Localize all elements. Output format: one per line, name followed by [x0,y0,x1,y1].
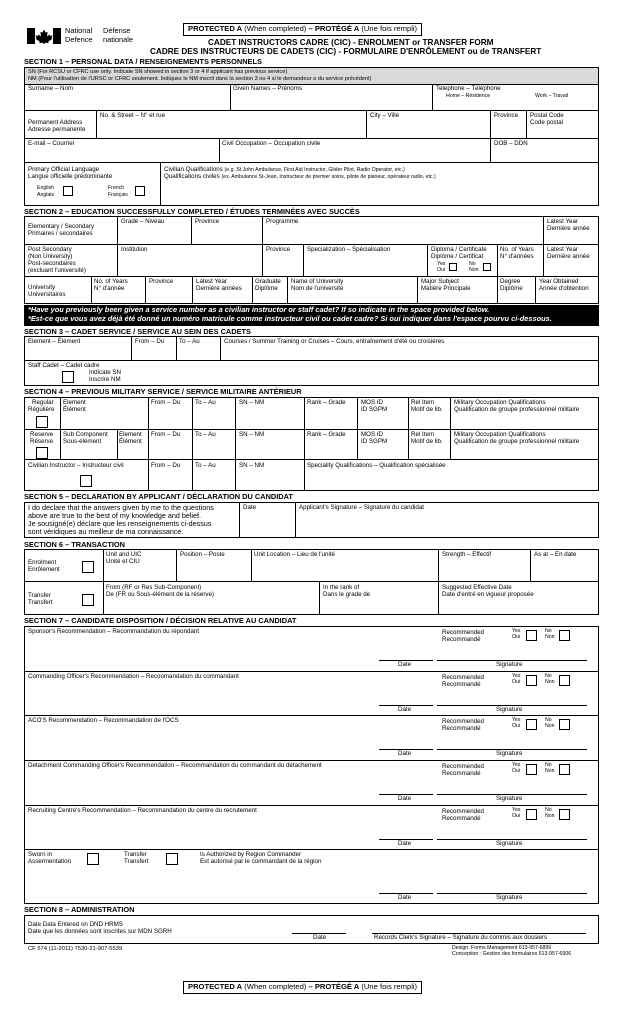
rec-signature-label: Signature [496,750,523,757]
elementary-label-fr: Primaires / secondaires [28,230,93,237]
regular-label-en: Regular [32,399,54,406]
staff-cadet-label: Staff Cadet – Cadet cadre [28,362,100,369]
enrolment-label-en: Enrolment [28,559,57,566]
given-names-field[interactable] [233,96,429,106]
transfer-label-fr: Transfert [28,599,53,606]
anglais-label: Anglais [37,192,55,198]
rec-signature-label: Signature [496,840,523,847]
declaration-line-1: I do declare that the answers given by me to the questions [28,503,214,512]
recommendation-2-no-checkbox[interactable] [559,675,570,686]
institution-label: Institution [121,246,148,253]
province-label-univ: Province [149,278,174,285]
rec-non-label: Non [545,723,555,729]
diploma-no-label: No [469,261,476,267]
rank-of-label-fr: Dans le grade de [323,591,371,598]
rec-yes-label: Yes [512,807,521,813]
records-clerk-signature-label: Records Clerk's Signature – Signature du commis aux dossiers [374,934,548,941]
rank-label-res: Rank – Grade [307,431,346,438]
given-names-label: Given Names – Prénoms [233,85,303,92]
recommended-label-en: Recommended [442,718,484,725]
section-1-title: SECTION 1 – PERSONAL DATA / RENSEIGNEMENTS PERSONNELS [24,57,262,66]
diploma-non-label: Non [469,267,479,273]
from-rf-label-fr: De (FR ou Sous-élément de la réserve) [106,591,214,598]
mos-label-reg-fr: ID SGPM [361,406,388,413]
section-3-title: SECTION 3 – CADET SERVICE / SERVICE AU SEIN DES CADETS [24,327,251,336]
postal-code-label-fr: Code postal [530,119,564,126]
element-label-reg-en: Element [63,399,86,406]
sn-note-en: SN (For RCSU or CFRC use only. Indicate SN showed in section 3 or 4 if applicant has previous service) [28,69,288,75]
to-label-reg: To – Au [195,399,216,406]
mos-label-res-en: MOS ID [361,431,384,438]
to-label-civ: To – Au [195,462,216,469]
rec-non-label: Non [545,679,555,685]
major-subject-label-fr: Matière Principale [421,285,471,292]
postal-code-label-en: Postal Code [530,112,564,119]
sworn-in-checkbox[interactable] [87,853,99,865]
date-entered-label-en: Date Data Entered on DND HRMS [28,921,123,928]
civilian-qualifications-label-en: Civilian Qualifications (e.g. St John Ambulance, First Aid Instructor, Glider Pilot, Radio Operator, etc.) [164,166,405,173]
diploma-yes-label: Yes [437,261,446,267]
city-label: City – Ville [370,112,400,119]
rec-no-label: No [545,628,552,634]
reserve-checkbox[interactable] [36,447,48,459]
english-checkbox[interactable] [63,186,73,196]
rec-oui-label: Oui [512,634,521,640]
recommendation-1-no-checkbox[interactable] [559,630,570,641]
moq-label-reg-en: Military Occupation Qualifications [454,399,546,406]
permanent-address-label-fr: Adresse permanente [28,126,86,133]
recommendation-3-yes-checkbox[interactable] [526,719,537,730]
staff-cadet-checkbox[interactable] [62,371,74,383]
s7-transfer-label-en: Transfer [124,851,147,858]
sworn-in-label-en: Sworn in [28,851,53,858]
province-label-edu: Province [195,218,220,225]
year-obtained-label-en: Year Obtained [539,278,579,285]
university-label-fr: Universitaires [28,291,66,298]
rel-item-label-reg-fr: Motif de lib. [411,406,443,413]
section-8-title: SECTION 8 – ADMINISTRATION [24,905,135,914]
subcomponent-label-fr: Sous-élément [63,438,102,445]
recommended-label-fr: Recommandé [442,725,481,732]
sn-note-fr: NM (Pour l'utilisation de l'URSC or CFRC seulement. Indiquez le NM inscrit dans la section 3 ou 4 si le demandeur a du service précédent) [28,76,372,82]
recommendation-5-yes-checkbox[interactable] [526,809,537,820]
degree-label-fr: Diplôme [500,285,523,292]
section-2-title: SECTION 2 – EDUCATION SUCCESSFULLY COMPLETED / ÉTUDES TERMINÉES AVEC SUCCÈS [24,207,360,216]
applicant-signature-label: Applicant's Signature – Signature du candidat [299,504,425,511]
grade-label: Grade – Niveau [121,218,165,225]
form-title-fr: CADRE DES INSTRUCTEURS DE CADETS (CIC) - FORMULAIRE D'ENRÔLEMENT ou de TRANSFERT [150,47,542,56]
canada-flag-icon [27,28,61,44]
street-label: No. & Street – N° et rue [100,112,166,119]
rel-item-label-reg-en: Rel Item [411,399,435,406]
diploma-label-en: Diploma / Certificate [431,246,487,253]
rec-signature-label: Signature [496,706,523,713]
suggested-date-label-en: Suggested Effective Date [442,584,512,591]
recommendation-4-yes-checkbox[interactable] [526,764,537,775]
surname-field[interactable] [27,96,227,106]
recommended-label-fr: Recommandé [442,681,481,688]
post-secondary-label-4: (excluant l'université) [28,267,86,274]
dob-label: DOB – DDN [494,140,528,147]
sn-label-reg: SN – NM [239,399,265,406]
element-label-res-en: Element [119,431,142,438]
transfer-label-en: Transfer [28,592,51,599]
moq-label-res-en: Military Occupation Qualifications [454,431,546,438]
latest-year-post-fr: Dernière année [547,253,590,260]
sworn-date-label: Date [398,894,412,901]
rec-date-label: Date [398,661,412,668]
year-obtained-label-fr: Année d'obtention [539,285,589,292]
diploma-label-fr: Diplôme / Certificat [431,253,484,260]
rel-item-label-res-fr: Motif de lib. [411,438,443,445]
authorized-label-en: Is Authorized by Region Commander [200,851,302,858]
telephone-label: Telephone – Téléphone [436,85,501,92]
no-of-years-univ-en: No. of Years [94,278,128,285]
from-rf-label-en: From (RF or Res Sub-Component) [106,584,202,591]
rec-oui-label: Oui [512,679,521,685]
no-of-years-label-en: No. of Years [500,246,534,253]
email-label: E-mail – Courriel [28,140,75,147]
indicate-sn-label: Indicate SN [89,369,121,376]
element-label-reg-fr: Élément [63,406,86,413]
graduate-label-en: Graduate [255,278,281,285]
programme-label: Programme [266,218,299,225]
rec-signature-label: Signature [496,661,523,668]
unit-uic-label-en: Unit and UIC [106,551,142,558]
diploma-yes-checkbox[interactable] [449,263,457,271]
rec-yes-label: Yes [512,717,521,723]
position-label: Position – Poste [180,551,225,558]
protected-banner-top: PROTECTED A (When completed) – PROTÉGÉ A (Une fois rempli) [183,23,422,36]
regular-checkbox[interactable] [36,416,48,428]
major-subject-label-en: Major Subject [421,278,459,285]
rec-date-label: Date [398,750,412,757]
reserve-label-fr: Réserve [30,438,54,445]
sworn-signature-label: Signature [496,894,523,901]
recommended-label-fr: Recommandé [442,815,481,822]
reserve-label-en: Reserve [30,431,54,438]
university-name-label-fr: Nom de l'université [291,285,344,292]
surname-label: Surname – Nom [28,85,74,92]
rec-oui-label: Oui [512,813,521,819]
as-at-label: As at – En date [534,551,577,558]
recommendation-5-no-checkbox[interactable] [559,809,570,820]
sworn-in-label-fr: Assermentation [28,858,71,865]
latest-year-label-en: Latest Year [547,218,578,225]
recommendation-block-2-label: Commanding Officer's Recommendation – Recoomandation du commandant [28,673,239,680]
recommended-label-en: Recommended [442,808,484,815]
form-title-en: CADET INSTRUCTORS CADRE (CIC) - ENROLMENT or TRANSFER FORM [208,38,494,47]
language-label-fr: Langue officielle prédominante [28,173,113,180]
rec-yes-label: Yes [512,628,521,634]
recommended-label-en: Recommended [442,763,484,770]
rec-non-label: Non [545,813,555,819]
rec-signature-label: Signature [496,795,523,802]
degree-label-en: Degree [500,278,521,285]
recommended-label-fr: Recommandé [442,770,481,777]
rec-date-label: Date [398,840,412,847]
strength-label: Strength – Effectif [442,551,492,558]
element-label-s3: Element – Élément [28,338,81,345]
diploma-oui-label: Oui [437,267,446,273]
email-field[interactable] [27,150,215,160]
banner-line-en: *Have you previously been given a service number as a civilian instructor or staff cadet? If so indicate in the space provided below. [28,305,490,314]
declaration-line-3: Je sousigné(e) déclare que les renseignements ci-dessus [28,519,212,528]
rec-yes-label: Yes [512,673,521,679]
latest-year-label-fr: Dernière année [547,225,590,232]
recommendation-block-1-label: Sponsor's Recommendation – Recommandation du répondant [28,628,200,635]
recommended-label-en: Recommended [442,629,484,636]
rel-item-label-res-en: Rel Item [411,431,435,438]
sn-label-res: SN – NM [239,431,265,438]
from-label-civ: From – Du [151,462,181,469]
rec-no-label: No [545,807,552,813]
section-4-title: SECTION 4 – PREVIOUS MILITARY SERVICE / SERVICE MILITAIRE ANTÉRIEUR [24,387,302,396]
inscrire-nm-label: Inscrire NM [89,376,121,383]
permanent-address-label-en: Permanent Address [28,119,83,126]
to-label-res: To – Au [195,431,216,438]
rec-date-label: Date [398,795,412,802]
civil-occupation-field[interactable] [222,150,486,160]
suggested-date-label-fr: Date d'entré en vigueur proposée [442,591,534,598]
section-7-title: SECTION 7 – CANDIDATE DISPOSITION / DÉCISION RELATIVE AU CANDIDAT [24,616,297,625]
latest-year-post-en: Latest Year [547,246,578,253]
rank-label-reg: Rank – Grade [307,399,346,406]
regular-label-fr: Régulière [28,406,55,413]
declaration-date-label: Date [243,504,257,511]
rec-oui-label: Oui [512,768,521,774]
from-label-s3: From – Du [135,338,165,345]
rec-oui-label: Oui [512,723,521,729]
moq-label-reg-fr: Qualification de groupe professionnel militaire [454,406,580,413]
rec-date-label: Date [398,706,412,713]
recommendation-block-4-label: Detachment Commanding Officer's Recommendation – Recommandation du commandant du détachement [28,762,322,769]
department-name-en-1: National [65,26,93,35]
date-entered-label-fr: Date que les données sont inscrites sur MDN SGRH [28,928,172,935]
unit-uic-label-fr: Unité et CIU [106,558,140,565]
authorized-label-fr: Est autorisé par le commandant de la région [200,858,322,865]
protected-banner-bottom: PROTECTED A (When completed) – PROTÉGÉ A (Une fois rempli) [183,981,422,994]
latest-year-univ-en: Latest Year [196,278,227,285]
no-of-years-univ-fr: N° d'année [94,285,125,292]
english-label: English [37,185,55,191]
recommended-label-fr: Recommandé [442,636,481,643]
recommendation-4-no-checkbox[interactable] [559,764,570,775]
civilian-instructor-label: Civilian Instructor – Instructeur civil [28,462,124,469]
recommendation-2-yes-checkbox[interactable] [526,675,537,686]
work-phone-label: Work – Travail [535,93,569,99]
mos-label-reg-en: MOS ID [361,399,384,406]
recommendation-1-yes-checkbox[interactable] [526,630,537,641]
province-label: Province [494,112,519,119]
subcomponent-label-en: Sub Component [63,431,108,438]
transfer-checkbox[interactable] [82,594,94,606]
design-credit-fr: Conception : Gestion des formulaires 613-957-6906 [452,951,572,957]
home-phone-label: Home – Résidence [446,93,491,99]
courses-label: Courses / Summer Training or Cruises – Cours, entraînement d'été ou croisières [224,338,445,345]
francais-label: Français [108,192,128,198]
language-label-en: Primary Official Language [28,166,100,173]
french-checkbox[interactable] [135,186,145,196]
street-field[interactable] [99,124,361,134]
civilian-instructor-checkbox[interactable] [80,475,92,487]
declaration-line-2: above are true to the best of my knowledge and belief. [28,511,202,520]
banner-line-fr: *Est-ce que vous avez déjà été donné un numéro matricule comme instructeur civil ou cadet cadre? Si oui indiquer dans l'espace pourvu ci-dessous. [28,314,552,323]
sn-label-civ: SN – NM [239,462,265,469]
latest-year-univ-fr: Dernière années [196,285,242,292]
city-field[interactable] [369,124,485,134]
s8-date-label: Date [313,934,327,941]
rec-no-label: No [545,762,552,768]
post-secondary-label-3: Post-secondaires [28,260,76,267]
graduate-label-fr: Diplôme [255,285,278,292]
rank-of-label-en: In the rank of [323,584,360,591]
post-secondary-label-2: (Non University) [28,253,73,260]
moq-label-res-fr: Qualification de groupe professionnel militaire [454,438,580,445]
recommendation-3-no-checkbox[interactable] [559,719,570,730]
recommendation-block-3-label: ACO'S Recommendation – Recommandation de l'OCS [28,717,179,724]
declaration-line-4: sont véridiques au meilleur de ma connaissance. [28,527,184,536]
elementary-label-en: Elementary / Secondary [28,223,95,230]
from-label-res: From – Du [151,431,181,438]
university-label-en: University [28,284,56,291]
post-secondary-label-1: Post Secondary [28,246,72,253]
rec-yes-label: Yes [512,762,521,768]
recommendation-block-5-label: Recruiting Centre's Recommendation – Recommandation du centre du recrutement [28,807,257,814]
section-5-title: SECTION 5 – DECLARATION BY APPLICANT / DÉCLARATION DU CANDIDAT [24,492,293,501]
department-name-fr-1: Défense [103,26,131,35]
department-name-fr-2: nationale [103,35,133,44]
from-label-reg: From – Du [151,399,181,406]
province-label-post: Province [266,246,291,253]
section-6-title: SECTION 6 – TRANSACTION [24,540,126,549]
speciality-qualifications-label: Speciality Qualifications – Qualification spécialisée [307,462,446,469]
unit-location-label: Unit Location – Lieu de l'unité [254,551,335,558]
mos-label-res-fr: ID SGPM [361,438,388,445]
rec-non-label: Non [545,634,555,640]
university-name-label-en: Name of University [291,278,344,285]
rec-no-label: No [545,673,552,679]
no-of-years-label-fr: N° d'années [500,253,534,260]
french-label: French [108,185,125,191]
element-label-res-fr: Élément [119,438,142,445]
s7-transfer-label-fr: Transfert [124,858,149,865]
to-label-s3: To – Au [179,338,200,345]
enrolment-checkbox[interactable] [82,561,94,573]
design-credit-en: Design: Forms Management 613-957-6899 [452,945,552,951]
civil-occupation-label: Civil Occupation – Occupation civile [222,140,321,147]
recommended-label-en: Recommended [442,674,484,681]
department-name-en-2: Defence [65,35,93,44]
rec-no-label: No [545,717,552,723]
specialization-label: Specialization – Spécialisation [307,246,391,253]
form-number: CF 574 (11-2011) 7530-21-907-5539 [28,946,123,952]
diploma-no-checkbox[interactable] [483,263,491,271]
enrolment-label-fr: Enrôlement [28,566,60,573]
rec-non-label: Non [545,768,555,774]
s7-transfer-checkbox[interactable] [166,853,178,865]
civilian-qualifications-label-fr: Qualifications civiles (ex. Ambulance St-Jean, Instructeur de premier soins, pilote de planeur, opérateur radio, etc.) [164,173,436,180]
